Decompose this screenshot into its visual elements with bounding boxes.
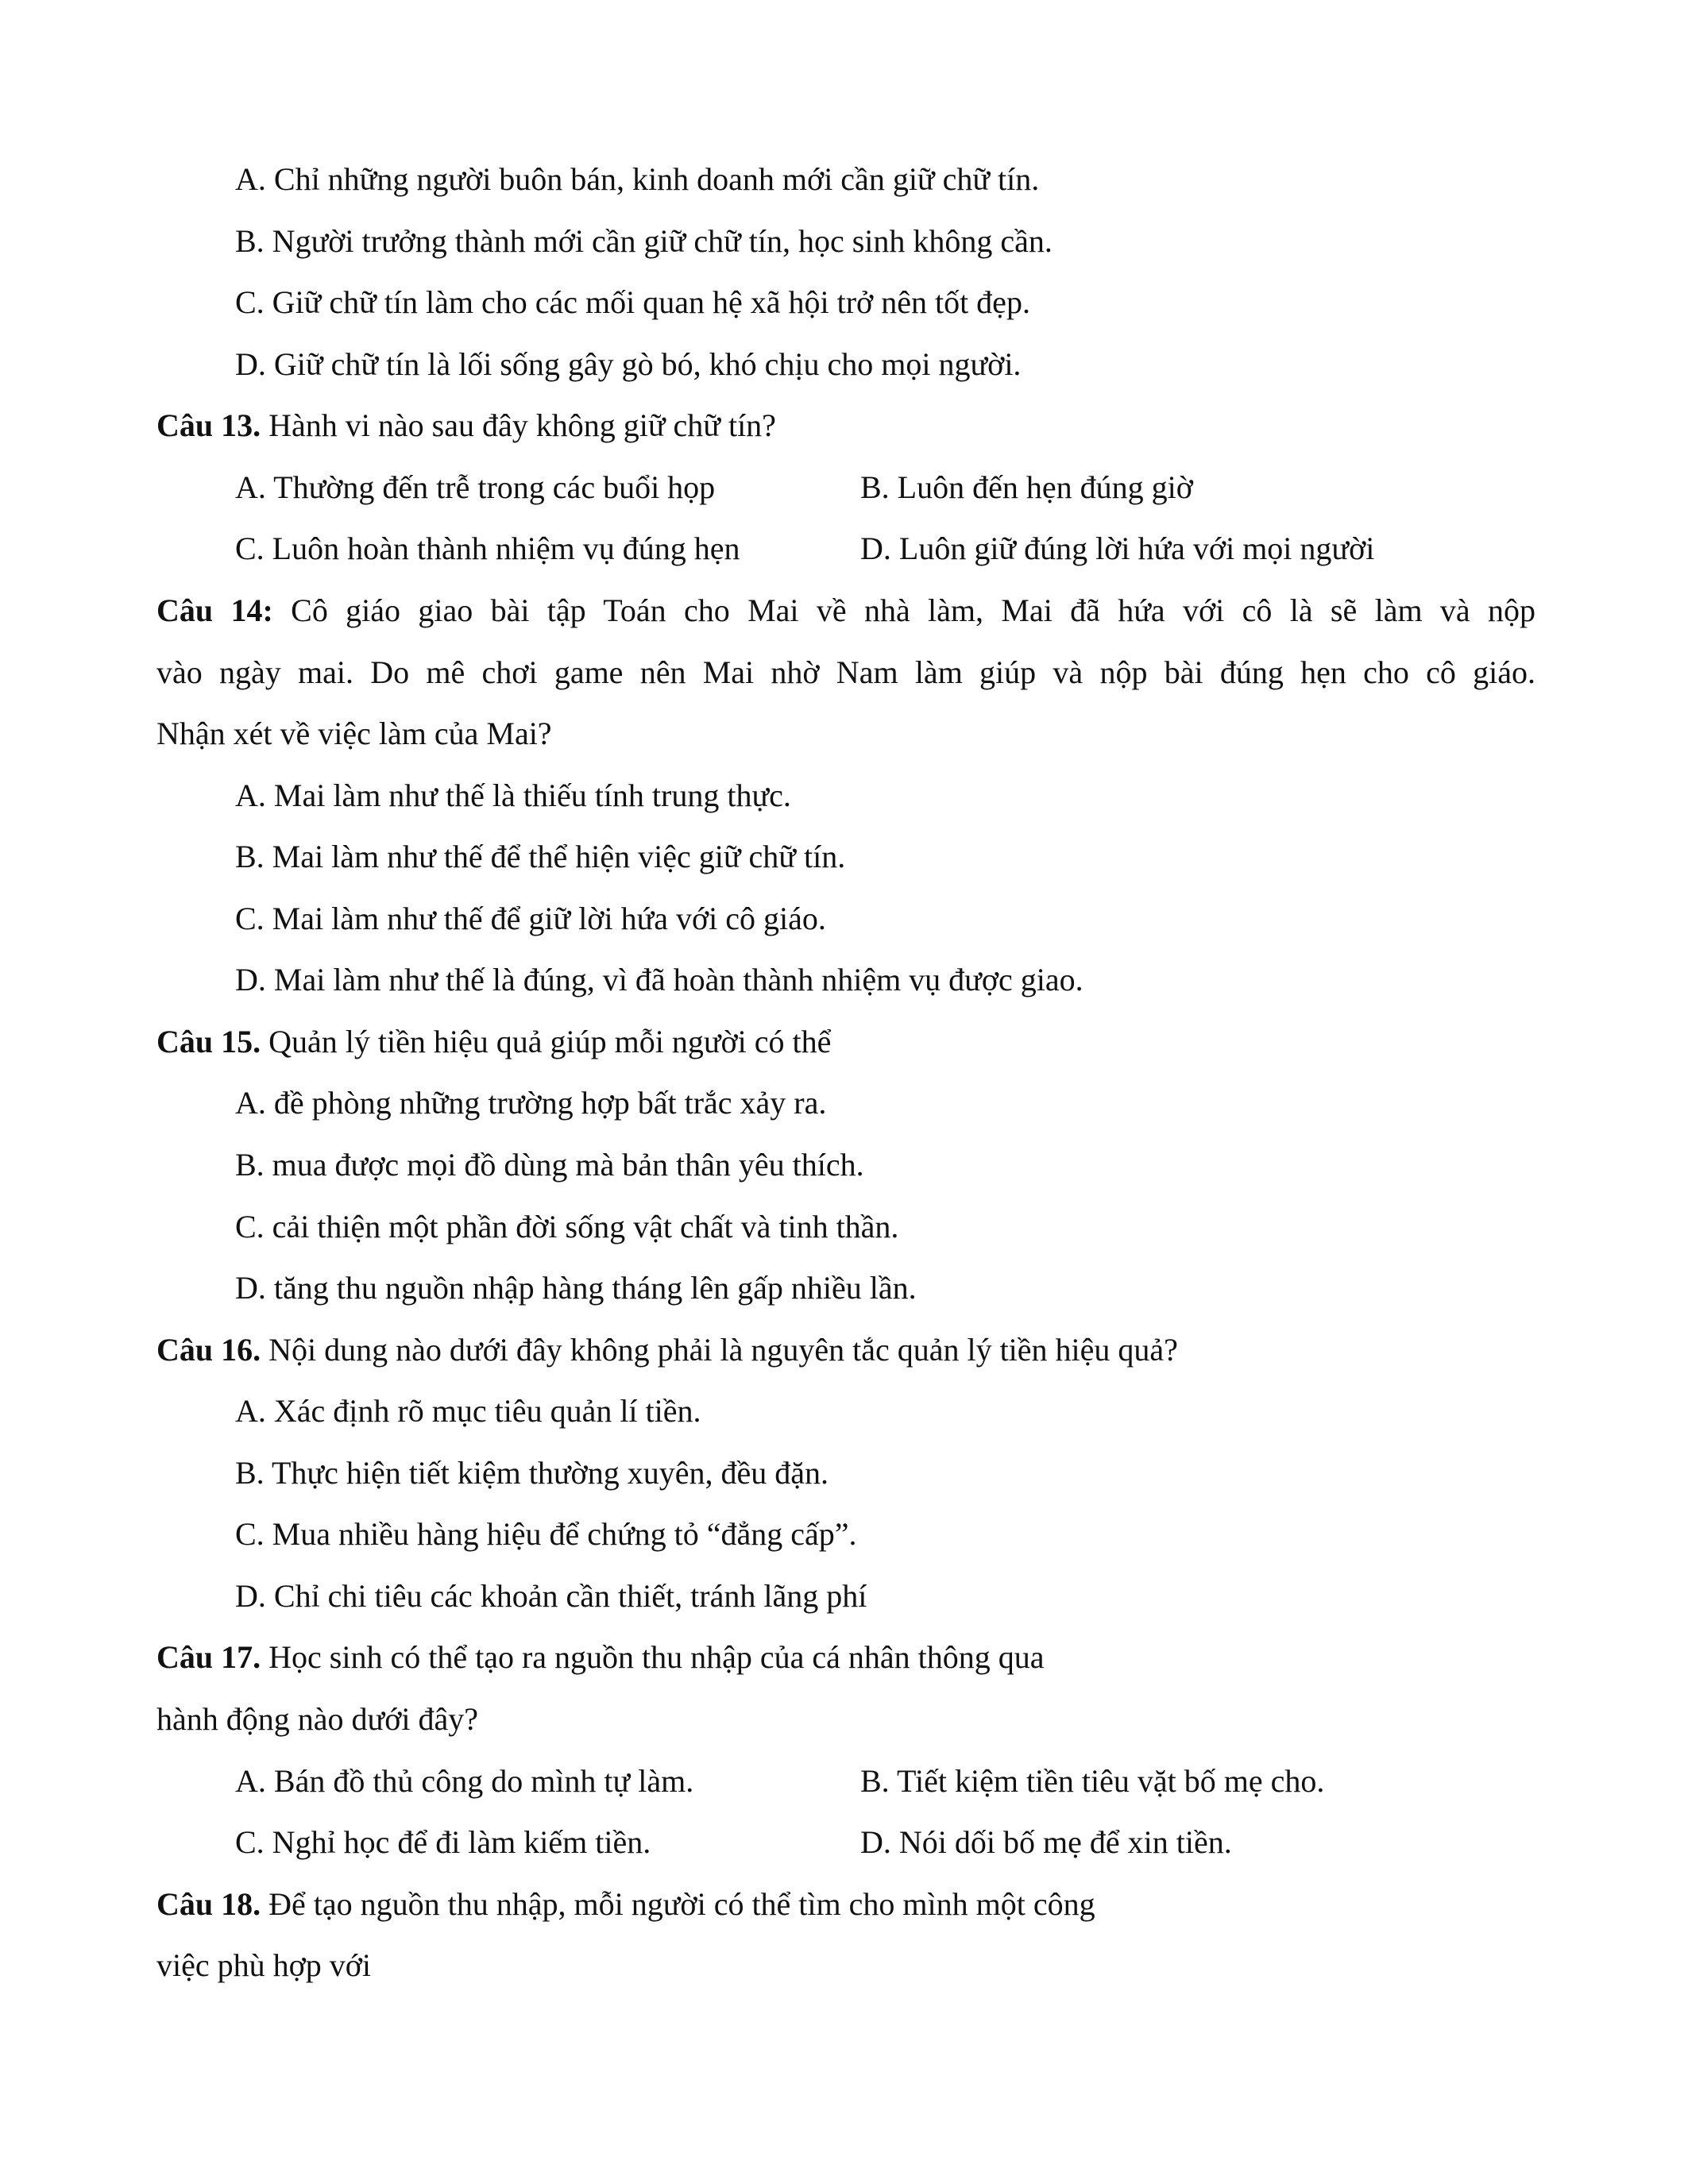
q13-label: Câu 13. — [156, 407, 261, 443]
q12-option-b: B. Người trưởng thành mới cần giữ chữ tín, học sinh không cần. — [235, 223, 1053, 259]
q17-option-b: B. Tiết kiệm tiền tiêu vặt bố mẹ cho. — [860, 1763, 1325, 1799]
q16-stem-text: Nội dung nào dưới đây không phải là nguyên tắc quản lý tiền hiệu quả? — [261, 1332, 1178, 1368]
q12-option-d: D. Giữ chữ tín là lối sống gây gò bó, khó chịu cho mọi người. — [235, 346, 1022, 382]
q16-option-c: C. Mua nhiều hàng hiệu để chứng tỏ “đẳng cấp”. — [235, 1516, 857, 1552]
q12-option-a: A. Chỉ những người buôn bán, kinh doanh mới cần giữ chữ tín. — [235, 161, 1040, 197]
q13-stem — [156, 407, 776, 443]
q15-option-a: A. đề phòng những trường hợp bất trắc xảy ra. — [235, 1085, 827, 1121]
q14-stem-text-1: Cô giáo giao bài tập Toán cho Mai về nhà làm, Mai đã hứa với cô là sẽ làm và nộp — [272, 592, 1535, 628]
q15-option-c: C. cải thiện một phần đời sống vật chất và tinh thần. — [235, 1209, 899, 1244]
q17-stem-line-1 — [156, 1639, 1045, 1675]
q15-stem — [156, 1026, 831, 1058]
q17-option-c: C. Nghỉ học để đi làm kiếm tiền. — [235, 1824, 651, 1860]
q17-stem-text-1: Học sinh có thể tạo ra nguồn thu nhập của cá nhân thông qua — [261, 1639, 1045, 1675]
q16-label: Câu 16. — [156, 1332, 261, 1368]
q14-option-c: C. Mai làm như thế để giữ lời hứa với cô giáo. — [235, 901, 826, 936]
q14-stem-line-2: vào ngày mai. Do mê chơi game nên Mai nhờ Nam làm giúp và nộp bài đúng hẹn cho cô giáo. — [156, 654, 1535, 690]
q16-option-d: D. Chỉ chi tiêu các khoản cần thiết, tránh lãng phí — [235, 1578, 867, 1614]
q13-stem-text: Hành vi nào sau đây không giữ chữ tín? — [261, 407, 776, 443]
q12-option-c: C. Giữ chữ tín làm cho các mối quan hệ xã hội trở nên tốt đẹp. — [235, 284, 1030, 320]
q15-stem-text: Quản lý tiền hiệu quả giúp mỗi người có thể — [261, 1024, 832, 1059]
q17-option-d: D. Nói dối bố mẹ để xin tiền. — [860, 1824, 1232, 1860]
q17-label: Câu 17. — [156, 1639, 261, 1675]
q15-option-d: D. tăng thu nguồn nhập hàng tháng lên gấp nhiều lần. — [235, 1270, 917, 1306]
q14-option-b: B. Mai làm như thế để thể hiện việc giữ chữ tín. — [235, 839, 846, 874]
q13-option-c: C. Luôn hoàn thành nhiệm vụ đúng hẹn — [235, 531, 740, 566]
q13-option-d: D. Luôn giữ đúng lời hứa với mọi người — [860, 531, 1375, 566]
q18-stem-line-2: việc phù hợp với — [156, 1947, 372, 1983]
q14-stem-line-3: Nhận xét về việc làm của Mai? — [156, 716, 552, 751]
q16-stem — [156, 1334, 1178, 1366]
q13-option-a: A. Thường đến trễ trong các buổi họp — [235, 469, 716, 505]
q14-option-a: A. Mai làm như thế là thiếu tính trung thực. — [235, 778, 791, 813]
q17-stem-line-2: hành động nào dưới đây? — [156, 1701, 478, 1737]
q16-option-b: B. Thực hiện tiết kiệm thường xuyên, đều đặn. — [235, 1455, 829, 1491]
q14-option-d: D. Mai làm như thế là đúng, vì đã hoàn thành nhiệm vụ được giao. — [235, 962, 1083, 997]
q13-option-b: B. Luôn đến hẹn đúng giờ — [860, 469, 1193, 505]
q14-label: Câu 14: — [156, 592, 273, 628]
q15-option-b: B. mua được mọi đồ dùng mà bản thân yêu thích. — [235, 1147, 864, 1183]
q15-label: Câu 15. — [156, 1024, 261, 1059]
q17-option-a: A. Bán đồ thủ công do mình tự làm. — [235, 1763, 694, 1799]
q16-option-a: A. Xác định rõ mục tiêu quản lí tiền. — [235, 1393, 701, 1429]
q18-stem-text-1: Để tạo nguồn thu nhập, mỗi người có thể tìm cho mình một công — [261, 1886, 1095, 1922]
q18-label: Câu 18. — [156, 1886, 261, 1922]
q14-stem-line-1 — [156, 592, 1535, 628]
q18-stem-line-1 — [156, 1886, 1095, 1922]
